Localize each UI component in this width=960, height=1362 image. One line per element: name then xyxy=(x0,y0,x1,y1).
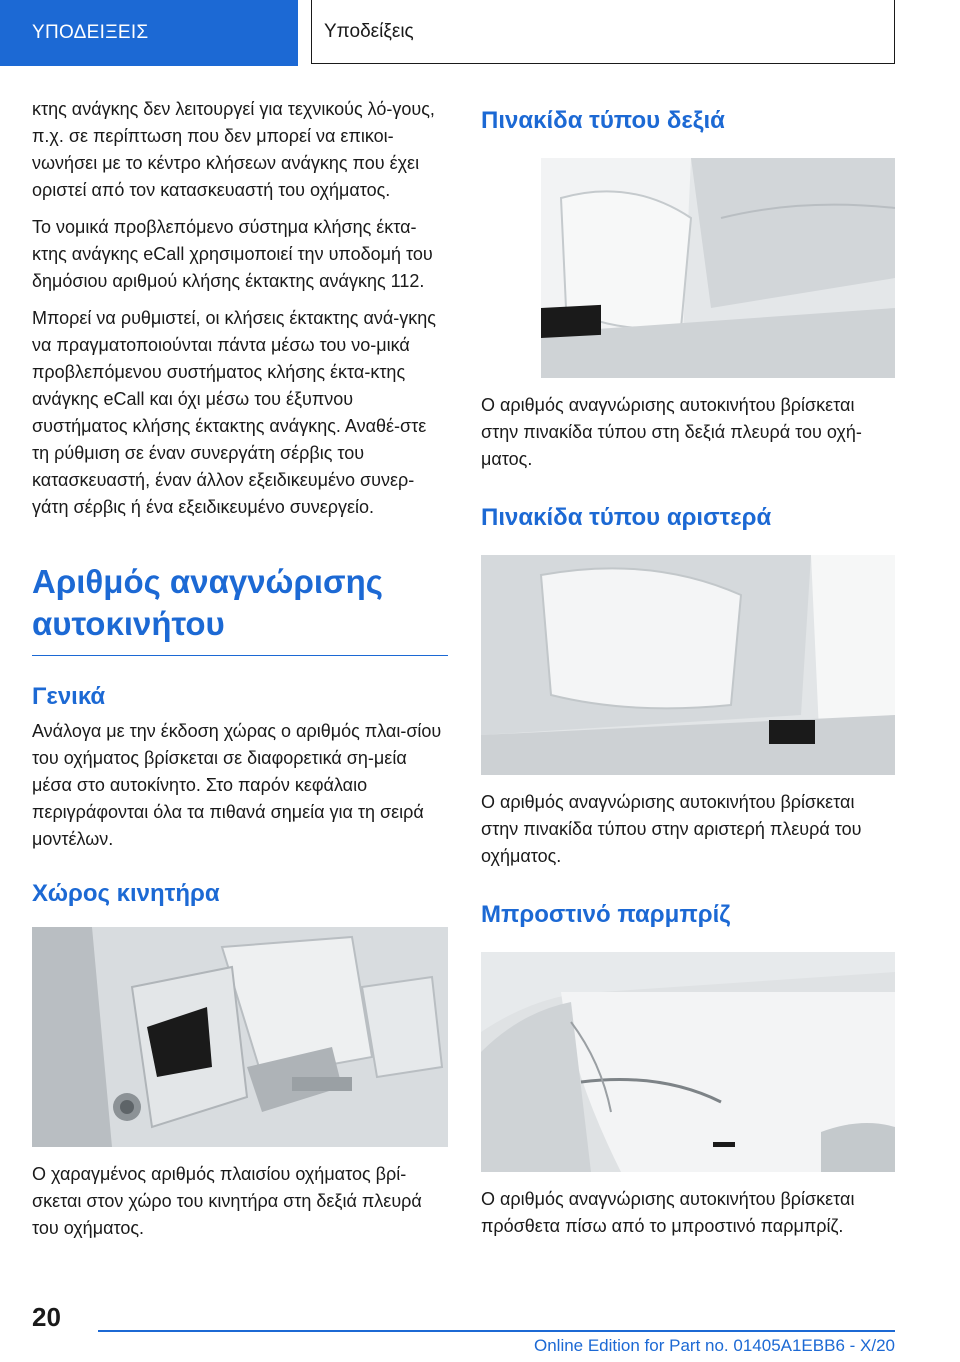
page-header xyxy=(0,0,960,66)
type-plate-left-image xyxy=(481,555,895,775)
caption-type-plate-right: Ο αριθμός αναγνώρισης αυτοκινήτου βρίσκεται στην πινακίδα τύπου στη δεξιά πλευρά του οχή-ματος. xyxy=(481,395,862,469)
footer-edition: Online Edition for Part no. 01405A1EBB6 - X/20 xyxy=(533,1336,895,1355)
type-plate-right-image xyxy=(541,158,895,378)
heading-type-plate-left: Πινακίδα τύπου αριστερά xyxy=(481,504,772,531)
caption-type-plate-left: Ο αριθμός αναγνώρισης αυτοκινήτου βρίσκεται στην πινακίδα τύπου στην αριστερή πλευρά του οχήματος. xyxy=(481,792,862,866)
paragraph-ecall-setting: Μπορεί να ρυθμιστεί, οι κλήσεις έκτακτης ανά-γκης να πραγματοποιούνται πάντα μέσω του νο-μικά προβλεπόμενου συστήματος κλήσης έκτα-κτης ανάγκης eCall και όχι μέσω του έξυπνου συστήματος κλήσης έκτακτης ανάγκης. Αναθέ-στε τη ρύθμιση σε έναν συνεργάτη σέρβις του κατασκευαστή, έναν άλλον εξειδικευμένο συνερ-γάτη σέρβις ή ένα εξειδικευμένο συνεργείο. xyxy=(32,308,436,517)
header-title: Υποδείξεις xyxy=(311,0,895,64)
heading-general: Γενικά xyxy=(32,683,106,710)
section-tab: ΥΠΟΔΕΙΞΕΙΣ xyxy=(0,0,298,66)
caption-engine-compartment: Ο χαραγμένος αριθμός πλαισίου οχήματος βρί-σκεται στον χώρο του κινητήρα στη δεξιά πλευρά του οχήματος. xyxy=(32,1164,422,1238)
right-column xyxy=(481,96,895,1250)
windshield-image xyxy=(481,952,895,1172)
paragraph-ecall-infrastructure: Το νομικά προβλεπόμενο σύστημα κλήσης έκτα-κτης ανάγκης eCall χρησιμοποιεί την υποδομή του δημόσιου αριθμού κλήσης έκτακτης ανάγκης 112. xyxy=(32,217,433,291)
left-column xyxy=(32,96,448,1252)
engine-compartment-image xyxy=(32,927,448,1147)
paragraph-ecall-failure: κτης ανάγκης δεν λειτουργεί για τεχνικούς λό-γους, π.χ. σε περίπτωση που δεν μπορεί να επικοι-νωνήσει με το κέντρο κλήσεων ανάγκης που έχει οριστεί από τον κατασκευαστή του οχήματος. xyxy=(32,99,435,200)
caption-windshield: Ο αριθμός αναγνώρισης αυτοκινήτου βρίσκεται πρόσθετα πίσω από το μπροστινό παρμπρίζ. xyxy=(481,1189,855,1236)
footer-rule xyxy=(98,1330,895,1332)
page-number: 20 xyxy=(32,1302,61,1332)
paragraph-general: Ανάλογα με την έκδοση χώρας ο αριθμός πλαι-σίου του οχήματος βρίσκεται σε διαφορετικά ση-μεία μέσα στο αυτοκίνητο. Στο παρόν κεφάλαιο περιγράφονται όλα τα πιθανά σημεία για τη σειρά μοντέλων. xyxy=(32,721,442,849)
heading-engine-compartment: Χώρος κινητήρα xyxy=(32,880,220,907)
heading-type-plate-right: Πινακίδα τύπου δεξιά xyxy=(481,107,725,134)
section-heading-vin: Αριθμός αναγνώρισης αυτοκινήτου xyxy=(32,561,448,656)
heading-windshield: Μπροστινό παρμπρίζ xyxy=(481,901,731,928)
